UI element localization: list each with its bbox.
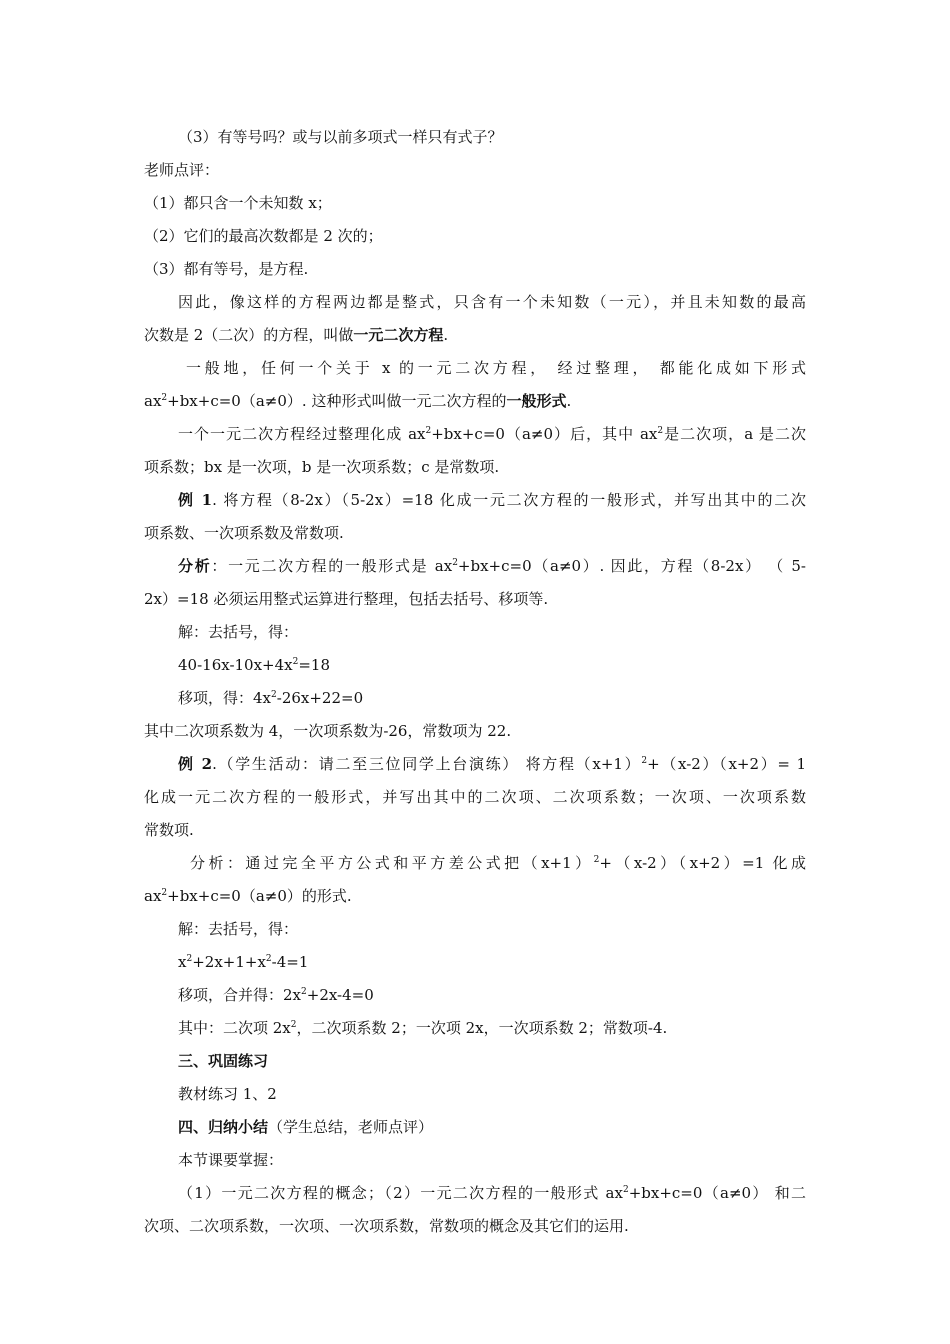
definition-paragraph-line2: 次数是 2（二次）的方程，叫做一元二次方程.: [144, 326, 449, 344]
summary-line2: 次项、二次项系数，一次项、一次项系数，常数项的概念及其它们的运用.: [144, 1217, 629, 1235]
example-1-line1: 例 1. 将方程（8-2x）（5-2x）=18 化成一元二次方程的一般形式，并写出其中的二次: [178, 491, 806, 509]
term-general-form: 一般形式: [506, 392, 567, 410]
section-4-heading: 四、归纳小结（学生总结，老师点评）: [178, 1118, 434, 1136]
teacher-comment-heading: 老师点评：: [144, 161, 220, 179]
example-2-line3: 常数项.: [144, 821, 194, 839]
analysis-2-line1: 分析：通过完全平方公式和平方差公式把$(x+1)^2+(x-2)(x+2)=1$ 化成: [190, 854, 806, 872]
solution-1-step1: 解：去括号，得：: [178, 623, 299, 641]
solution-1-equation1: $40-16x-10x+4x^2=18$: [178, 656, 331, 674]
term-quadratic-equation: 一元二次方程: [353, 326, 444, 344]
solution-1-result: 其中二次项系数为 4，一次项系数为-26，常数项为 22.: [144, 722, 512, 740]
terms-paragraph-line2: 项系数；bx 是一次项，b 是一次项系数；c 是常数项.: [144, 458, 500, 476]
solution-2-equation2: 移项，合并得：$2x^2+2x-4=0$: [178, 986, 374, 1004]
comment-3: （3）都有等号，是方程.: [144, 260, 309, 278]
summary-intro: 本节课要掌握：: [178, 1151, 284, 1169]
analysis-2-line2: $ax^2+bx+c=0(a\ne 0)$的形式.: [144, 887, 352, 905]
solution-2-step1: 解：去括号，得：: [178, 920, 299, 938]
example-2-line1: 例 2.（学生活动：请二至三位同学上台演练） 将方程$(x+1)^2+(x-2)(x+2)= 1$: [178, 755, 806, 773]
general-form-line1: 一般地，任何一个关于 x 的一元二次方程， 经过整理， 都能化成如下形式: [186, 359, 806, 377]
solution-2-equation1: $x^2+2x+1+x^2-4=1$: [178, 953, 309, 971]
solution-2-result: 其中：二次项 $2x^2$，二次项系数 2；一次项 2x，一次项系数 2；常数项-4.: [178, 1019, 668, 1037]
section-3-heading: 三、巩固练习: [178, 1052, 269, 1070]
solution-1-equation2: 移项，得：$4x^2-26x+22=0$: [178, 689, 364, 707]
example-1-label: 例 1: [178, 491, 213, 509]
terms-paragraph-line1: 一个一元二次方程经过整理化成 $ax^2+bx+c=0(a\ne 0)$后，其中 $ax^2$是二次项，a 是二次: [178, 425, 806, 443]
comment-1: （1）都只含一个未知数 x；: [144, 194, 332, 212]
analysis-1-line1: 分析：一元二次方程的一般形式是 $ax^2+bx+c=0(a\ne 0)$. 因此，方程（8-2x） （ 5-: [178, 557, 806, 575]
example-2-line2: 化成一元二次方程的一般形式，并写出其中的二次项、二次项系数；一次项、一次项系数: [144, 788, 806, 806]
section-3-content: 教材练习 1、2: [178, 1085, 277, 1103]
analysis-1-line2: 2x）=18 必须运用整式运算进行整理，包括去括号、移项等.: [144, 590, 549, 608]
example-2-label: 例 2: [178, 755, 213, 773]
general-form-line2: $ax^2+bx+c=0(a\ne 0)$. 这种形式叫做一元二次方程的一般形式.: [144, 392, 572, 410]
comment-2: （2）它们的最高次数都是 2 次的；: [144, 227, 383, 245]
example-1-line2: 项系数、一次项系数及常数项.: [144, 524, 344, 542]
analysis-label: 分析: [178, 557, 212, 575]
summary-line1: （1）一元二次方程的概念；（2）一元二次方程的一般形式 $ax^2+bx+c=0(a\ne 0)$ 和二: [178, 1184, 806, 1202]
question-3: （3）有等号吗？或与以前多项式一样只有式子？: [178, 128, 503, 146]
definition-paragraph-line1: 因此，像这样的方程两边都是整式，只含有一个未知数（一元），并且未知数的最高: [178, 293, 806, 311]
